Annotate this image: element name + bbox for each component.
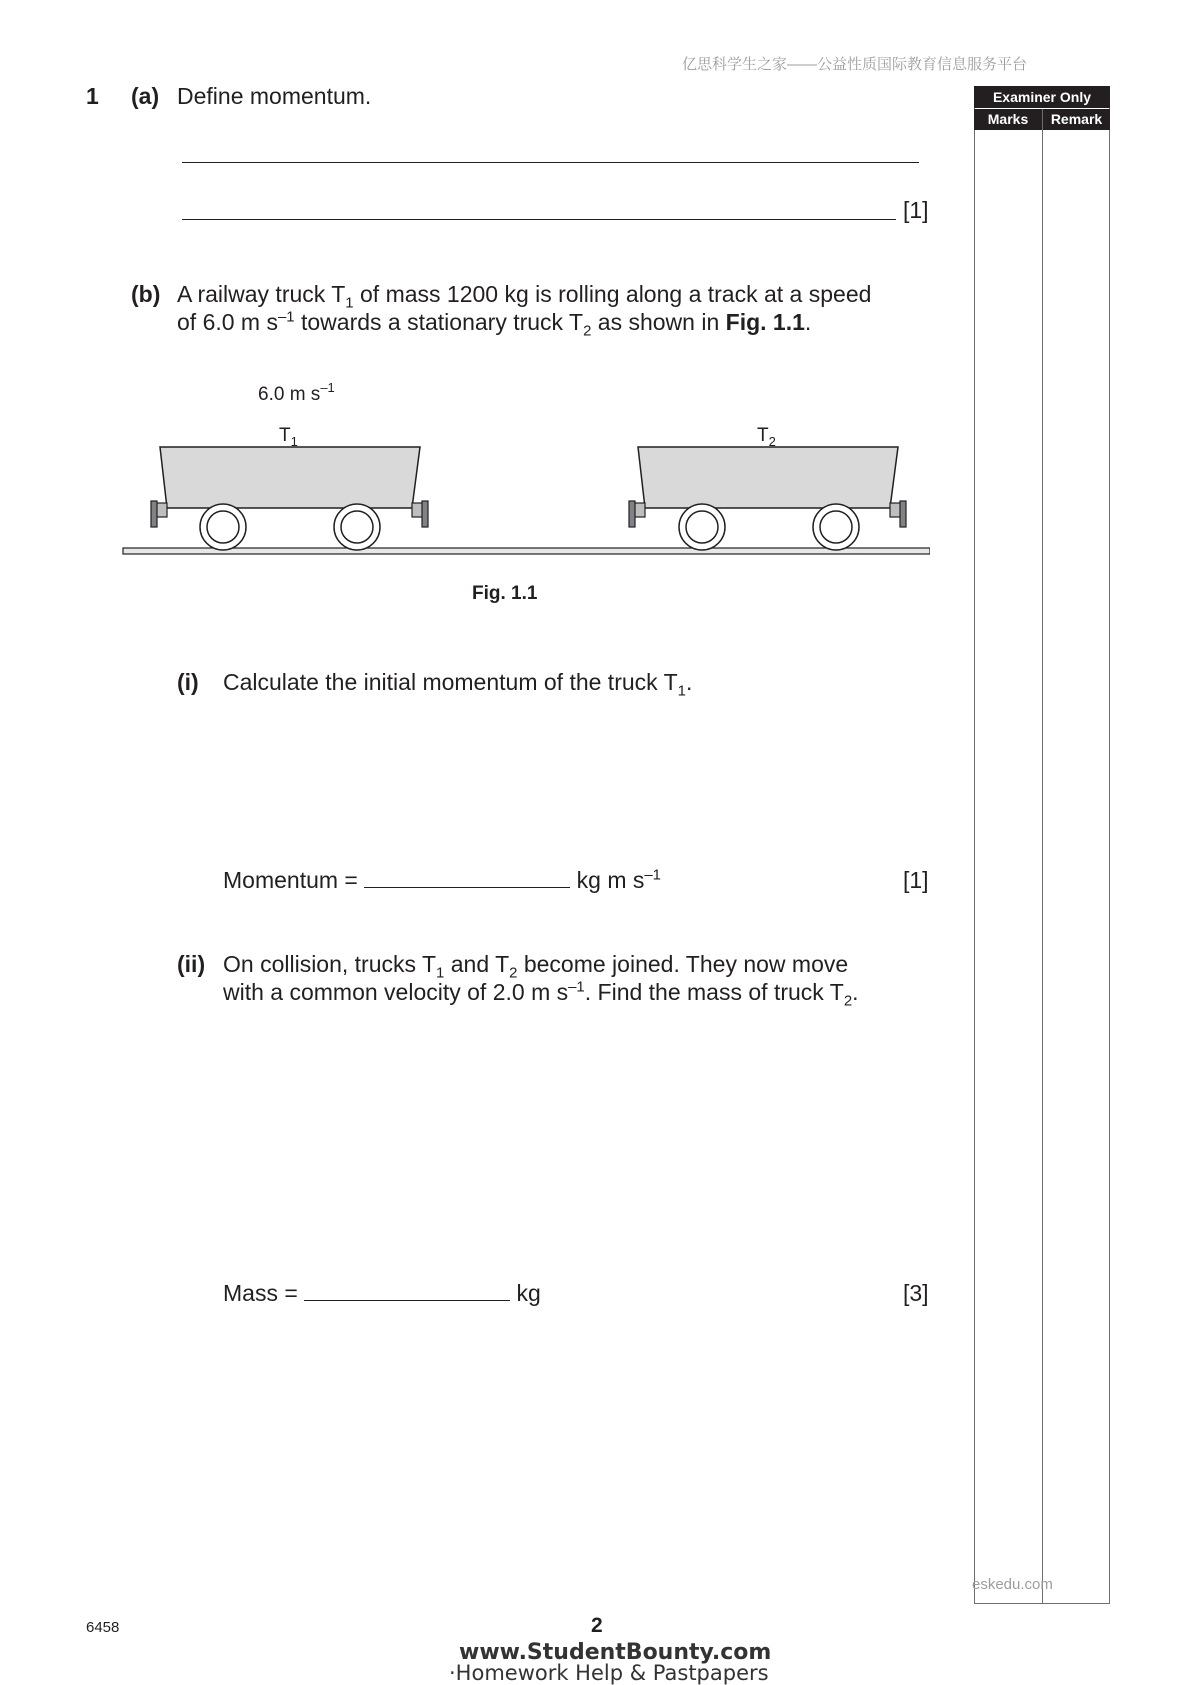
figure-railway-trucks: [120, 375, 930, 560]
truck-t2-label: $T_2$: [757, 425, 776, 449]
answer-line-2[interactable]: [182, 219, 896, 220]
page-number: 2: [591, 1614, 603, 1637]
part-b-line-1: A railway truck $T_1$ of mass 1200 kg is rolling along a track at a speed: [177, 281, 872, 312]
part-i-prompt: Calculate the initial momentum of the truck $T_1$.: [223, 669, 693, 700]
part-a-label: (a): [131, 83, 160, 109]
railway-track: [123, 548, 930, 554]
part-b-label: (b): [131, 281, 161, 307]
truck-t1: [151, 447, 428, 550]
marks-column-header: Marks: [974, 109, 1042, 130]
truck-t2: [629, 447, 906, 550]
momentum-answer-blank[interactable]: [364, 867, 570, 888]
truck-t1-label: $T_1$: [279, 425, 298, 449]
mass-answer-row: Mass = kg: [223, 1280, 541, 1306]
answer-line-1[interactable]: [182, 162, 919, 163]
part-b-line-2: of 6.0 m $s^{-1}$ towards a stationary truck $T_2$ as shown in Fig. 1.1.: [177, 308, 812, 340]
speed-label: 6.0 m $s^{-1}$: [258, 380, 335, 405]
momentum-answer-row: Momentum = kg m $s^{-1}$: [223, 866, 661, 893]
mass-answer-blank[interactable]: [304, 1280, 510, 1301]
footer-tagline: ·Homework Help & Pastpapers: [449, 1661, 769, 1685]
question-number: 1: [86, 83, 99, 109]
part-a-marks: [1]: [903, 197, 929, 223]
watermark-top: 亿思科学生之家——公益性质国际教育信息服务平台: [682, 56, 1028, 73]
part-ii-line-2: with a common velocity of 2.0 m $s^{-1}$. Find the mass of truck $T_2$.: [223, 978, 859, 1010]
examiner-column-divider: [1042, 109, 1043, 1604]
part-a-prompt: Define momentum.: [177, 83, 372, 109]
part-ii-marks: [3]: [903, 1280, 929, 1306]
paper-code: 6458: [86, 1619, 120, 1636]
examiner-only-header: Examiner Only: [974, 86, 1110, 108]
part-i-label: (i): [177, 669, 199, 695]
part-ii-line-1: On collision, trucks $T_1$ and $T_2$ become joined. They now move: [223, 951, 849, 982]
figure-caption: Fig. 1.1: [472, 583, 538, 604]
remark-column-header: Remark: [1043, 109, 1110, 130]
watermark-bottom: eskedu.com: [972, 1576, 1053, 1593]
footer-site-link[interactable]: www.StudentBounty.com: [459, 1640, 772, 1665]
part-ii-label: (ii): [177, 951, 206, 977]
part-i-marks: [1]: [903, 867, 929, 893]
